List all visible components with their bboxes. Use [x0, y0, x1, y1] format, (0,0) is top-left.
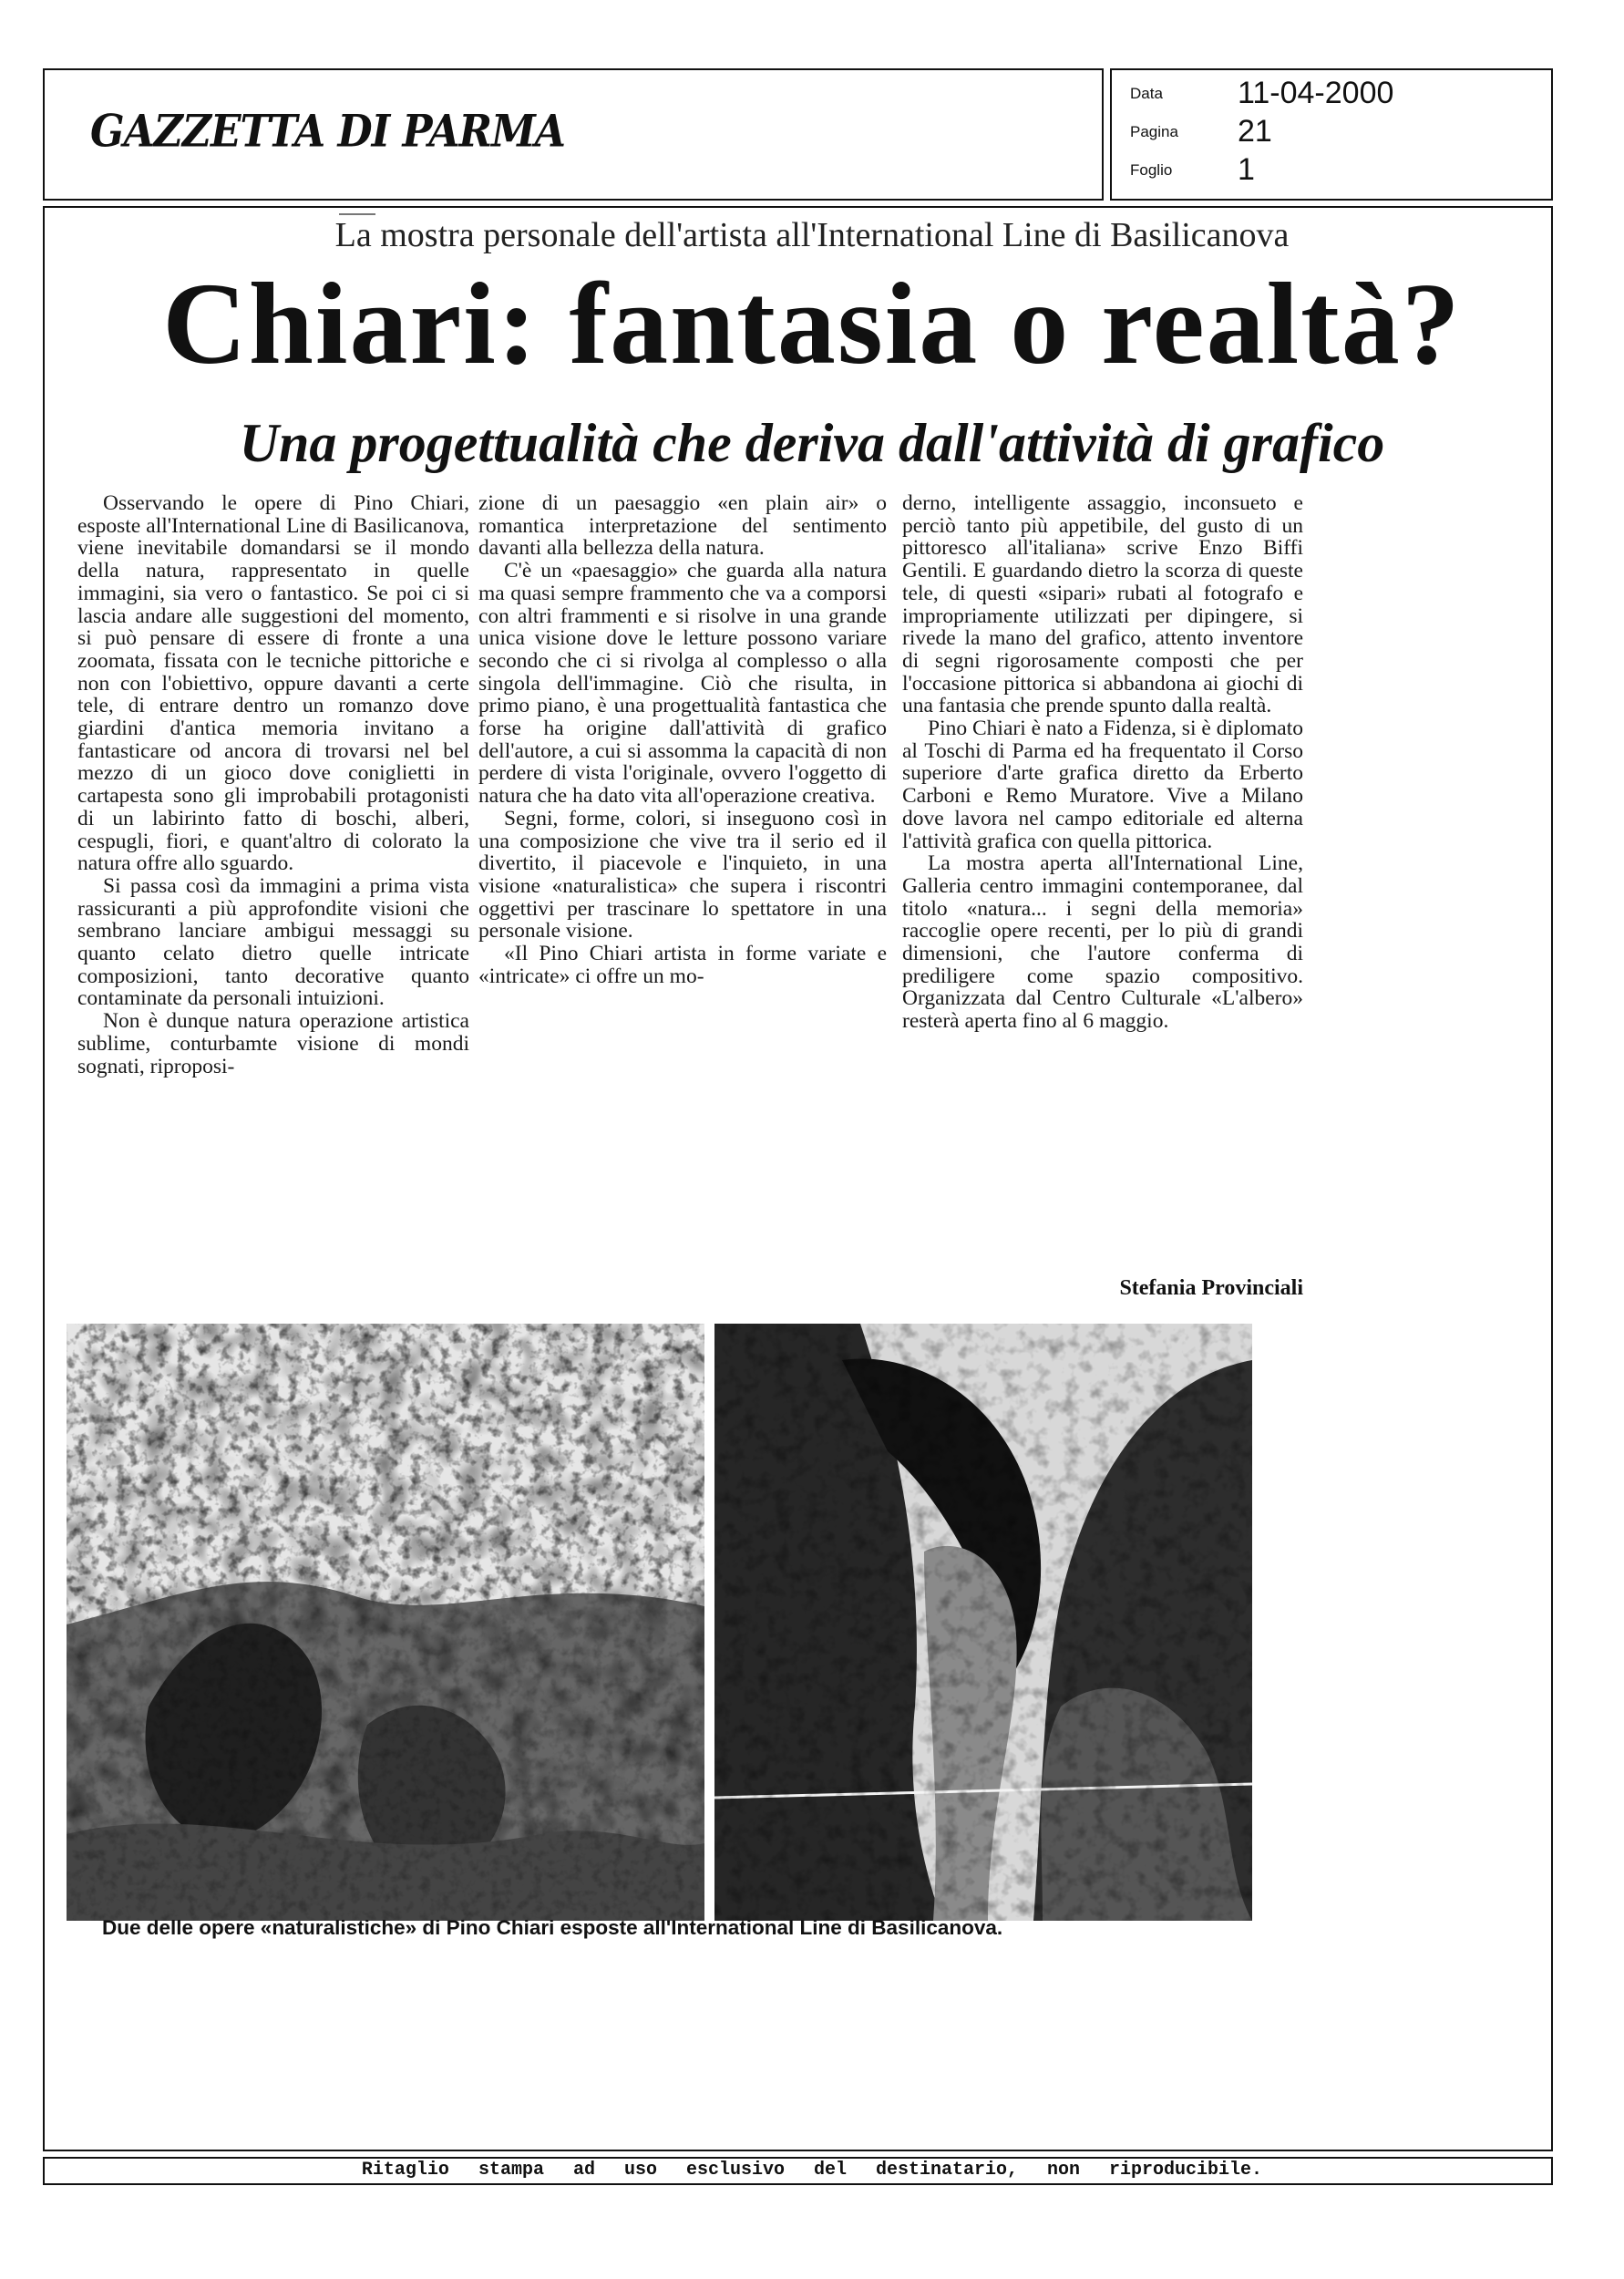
paragraph: Non è dunque natura operazione artistica sublime, conturbamte visione di mondi sognati, riproposi-: [77, 1009, 469, 1078]
publication-meta-box: [1110, 68, 1553, 201]
newspaper-name: GAZZETTA DI PARMA: [90, 106, 565, 158]
byline: Stefania Provinciali: [1119, 1276, 1303, 1300]
paragraph: Segni, forme, colori, si inseguono così in una composizione che vive tra il serio ed il divertito, il piacevole e l'inquieto, in una visione «naturalistica» che supera i riscontri oggettivi per trascinare lo spettatore in una personale visione.: [478, 806, 887, 944]
painting-photo-arches: [714, 1324, 1252, 1921]
meta-sheet-label: Foglio: [1130, 161, 1173, 179]
photo-caption: Due delle opere «naturalistiche» di Pino Chiari esposte all'International Line di Basilicanova.: [102, 1916, 1003, 1939]
painting-photo-garden: [67, 1324, 704, 1921]
paragraph: La mostra aperta all'International Line, Galleria centro immagini contemporanee, dal titolo «natura... i segni della memoria» raccoglie opere recenti, per lo più di grandi dimensioni, che l'autore conferma di prediligere come spazio compositivo. Organizzata dal Centro Culturale «L'albero» resterà aperta fino al 6 maggio.: [902, 851, 1303, 1034]
subheadline: Una progettualità che deriva dall'attività di grafico: [239, 413, 1385, 473]
article-column-2: [478, 492, 887, 987]
headline: Chiari: fantasia o realtà?: [162, 259, 1462, 388]
meta-date-label: Data: [1130, 85, 1163, 102]
reproduction-notice: Ritaglio stampa ad uso esclusivo del destinatario, non riproducibile.: [361, 2160, 1263, 2181]
meta-page-value: 21: [1238, 114, 1272, 149]
paragraph: Si passa così da immagini a prima vista rassicuranti a più approfondite visioni che sembrano lanciare ambigui messaggi su quanto celato dietro quelle intricate composizioni, tanto decorative quanto contaminate da personali intuizioni.: [77, 873, 469, 1011]
masthead-box: [43, 68, 1104, 201]
paragraph: Pino Chiari è nato a Fidenza, si è diplomato al Toschi di Parma ed ha frequentato il Corso superiore d'arte grafica diretto da Erberto Carboni e Remo Muratore. Vive a Milano dove lavora nel campo editoriale ed alterna l'attività grafica con quella pittorica.: [902, 717, 1303, 853]
paragraph: «Il Pino Chiari artista in forme variate e «intricate» ci offre un mo-: [478, 942, 887, 988]
kicker: La mostra personale dell'artista all'International Line di Basilicanova: [334, 216, 1290, 254]
paragraph: zione di un paesaggio «en plain air» o romantica interpretazione del sentimento davanti alla bellezza della natura.: [478, 491, 887, 561]
article-column-1: [77, 492, 469, 1078]
meta-date-value: 11-04-2000: [1238, 76, 1394, 110]
meta-page-label: Pagina: [1130, 123, 1178, 140]
paragraph: C'è un «paesaggio» che guarda alla natura ma quasi sempre frammento che va a comporsi con altri frammenti e si risolve in una grande unica visione dove le letture possono variare secondo che ci si rivolga al complesso o alla singola dell'immagine. Ciò che risulta, in primo piano, è una progettualità fantastica che forse ha origine dall'attività di grafico dell'autore, a cui si assomma la capacità di non perdere di vista l'originale, ovvero l'oggetto di natura che ha dato vita all'operazione creativa.: [478, 559, 887, 809]
meta-sheet-value: 1: [1238, 152, 1255, 187]
paragraph: derno, intelligente assaggio, inconsueto e perciò tanto più appetibile, del gusto di un pittoresco all'italiana» scrive Enzo Biffi Gentili. E guardando dietro la scorza di queste tele, di questi «sipari» rubati al fotografo e impropriamente utilizzati per dipingere, si rivede la mano del grafico, attento inventore di segni rigorosamente composti che per l'occasione pittorica si abbandona ai giochi di una fantasia che prende spunto dalla realtà.: [902, 491, 1303, 718]
paragraph: Osservando le opere di Pino Chiari, esposte all'International Line di Basilicanova, viene inevitabile domandarsi se il mondo della natura, rappresentato in quelle immagini, sia vero o fantastico. Se poi ci si lascia andare alle suggestioni del momento, si può pensare di essere di fronte a una zoomata, fissata con le tecniche pittoriche e non con l'obiettivo, oppure davanti a certe tele, di entrare dentro un romanzo dove giardini d'antica memoria invitano a fantasticare od ancora di trovarsi nel bel mezzo di un gioco dove coniglietti in cartapesta sono gli improbabili protagonisti di un labirinto fatto di boschi, alberi, cespugli, fiori, e quant'altro di colorato la natura offre allo sguardo.: [77, 491, 469, 876]
article-column-3: [902, 492, 1303, 1033]
